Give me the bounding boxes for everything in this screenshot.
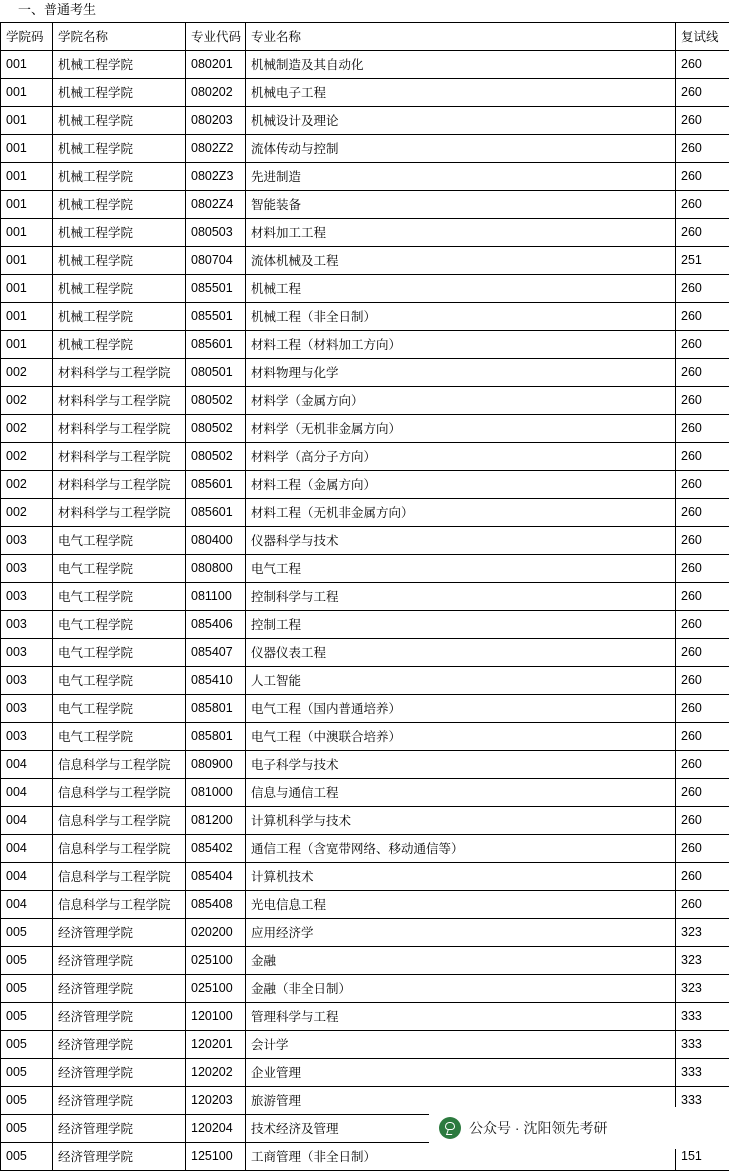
cell-college-code: 001 bbox=[1, 219, 53, 247]
cell-college-name: 经济管理学院 bbox=[53, 1087, 186, 1115]
cell-college-name: 材料科学与工程学院 bbox=[53, 387, 186, 415]
cell-score-line: 260 bbox=[676, 667, 729, 695]
cell-major-code: 081000 bbox=[186, 779, 246, 807]
cell-college-code: 001 bbox=[1, 51, 53, 79]
cell-major-name: 企业管理 bbox=[246, 1059, 676, 1087]
cell-major-code: 0802Z3 bbox=[186, 163, 246, 191]
section-title: 一、普通考生 bbox=[0, 0, 729, 22]
cell-college-code: 002 bbox=[1, 415, 53, 443]
table-row bbox=[1, 247, 729, 275]
cell-college-code: 005 bbox=[1, 947, 53, 975]
cell-major-code: 080202 bbox=[186, 79, 246, 107]
cell-major-code: 085501 bbox=[186, 275, 246, 303]
column-header-score-line: 复试线 bbox=[676, 23, 729, 51]
cell-major-code: 120100 bbox=[186, 1003, 246, 1031]
cell-college-name: 材料科学与工程学院 bbox=[53, 359, 186, 387]
cell-score-line: 260 bbox=[676, 723, 729, 751]
cell-college-name: 机械工程学院 bbox=[53, 135, 186, 163]
table-row bbox=[1, 331, 729, 359]
cell-major-code: 120202 bbox=[186, 1059, 246, 1087]
cell-score-line: 323 bbox=[676, 919, 729, 947]
table-row bbox=[1, 471, 729, 499]
cell-major-name: 电气工程（中澳联合培养） bbox=[246, 723, 676, 751]
cell-score-line: 260 bbox=[676, 135, 729, 163]
cell-college-name: 经济管理学院 bbox=[53, 975, 186, 1003]
cell-major-code: 085601 bbox=[186, 499, 246, 527]
table-row bbox=[1, 583, 729, 611]
table-row bbox=[1, 919, 729, 947]
table-row bbox=[1, 835, 729, 863]
cell-major-code: 085404 bbox=[186, 863, 246, 891]
column-header-major-code: 专业代码 bbox=[186, 23, 246, 51]
cell-major-code: 080503 bbox=[186, 219, 246, 247]
cell-college-name: 机械工程学院 bbox=[53, 51, 186, 79]
wechat-official-account-icon bbox=[439, 1117, 461, 1139]
cell-college-name: 材料科学与工程学院 bbox=[53, 499, 186, 527]
cell-score-line: 323 bbox=[676, 947, 729, 975]
cell-major-name: 旅游管理 bbox=[246, 1087, 676, 1115]
cell-score-line: 333 bbox=[676, 1087, 729, 1115]
cell-college-name: 信息科学与工程学院 bbox=[53, 751, 186, 779]
cell-score-line: 260 bbox=[676, 331, 729, 359]
cell-score-line: 260 bbox=[676, 891, 729, 919]
cell-score-line: 260 bbox=[676, 751, 729, 779]
cell-major-code: 085601 bbox=[186, 331, 246, 359]
table-row bbox=[1, 1059, 729, 1087]
cell-major-code: 020200 bbox=[186, 919, 246, 947]
table-row bbox=[1, 499, 729, 527]
cell-major-name: 机械设计及理论 bbox=[246, 107, 676, 135]
cell-college-code: 001 bbox=[1, 247, 53, 275]
cell-major-code: 085601 bbox=[186, 471, 246, 499]
cell-major-name: 控制工程 bbox=[246, 611, 676, 639]
cell-major-code: 080201 bbox=[186, 51, 246, 79]
cell-major-code: 080400 bbox=[186, 527, 246, 555]
table-row bbox=[1, 723, 729, 751]
cell-major-name: 材料工程（金属方向） bbox=[246, 471, 676, 499]
table-row bbox=[1, 807, 729, 835]
cell-score-line: 260 bbox=[676, 191, 729, 219]
cell-college-code: 001 bbox=[1, 275, 53, 303]
table-row bbox=[1, 219, 729, 247]
cell-college-name: 信息科学与工程学院 bbox=[53, 863, 186, 891]
cell-major-name: 机械工程（非全日制） bbox=[246, 303, 676, 331]
cell-college-code: 002 bbox=[1, 359, 53, 387]
cell-college-name: 材料科学与工程学院 bbox=[53, 471, 186, 499]
cell-major-name: 管理科学与工程 bbox=[246, 1003, 676, 1031]
cell-major-code: 085801 bbox=[186, 695, 246, 723]
cell-major-name: 金融 bbox=[246, 947, 676, 975]
cell-college-name: 机械工程学院 bbox=[53, 219, 186, 247]
cell-major-code: 081200 bbox=[186, 807, 246, 835]
cell-college-code: 001 bbox=[1, 107, 53, 135]
cell-college-code: 002 bbox=[1, 443, 53, 471]
watermark-text: 公众号 · 沈阳领先考研 bbox=[469, 1118, 607, 1138]
cell-major-name: 电气工程 bbox=[246, 555, 676, 583]
cell-major-name: 材料物理与化学 bbox=[246, 359, 676, 387]
table-row bbox=[1, 1003, 729, 1031]
cell-college-name: 机械工程学院 bbox=[53, 275, 186, 303]
cell-major-name: 金融（非全日制） bbox=[246, 975, 676, 1003]
cell-college-code: 001 bbox=[1, 191, 53, 219]
table-row bbox=[1, 303, 729, 331]
cell-college-name: 电气工程学院 bbox=[53, 639, 186, 667]
cell-college-name: 信息科学与工程学院 bbox=[53, 779, 186, 807]
cell-college-code: 005 bbox=[1, 1115, 53, 1143]
cell-major-code: 025100 bbox=[186, 947, 246, 975]
cell-score-line: 333 bbox=[676, 1031, 729, 1059]
table-row bbox=[1, 555, 729, 583]
cell-major-name: 机械电子工程 bbox=[246, 79, 676, 107]
cell-major-name: 仪器科学与技术 bbox=[246, 527, 676, 555]
cell-score-line: 260 bbox=[676, 359, 729, 387]
cell-score-line: 260 bbox=[676, 219, 729, 247]
cell-score-line: 260 bbox=[676, 807, 729, 835]
cell-score-line: 260 bbox=[676, 443, 729, 471]
table-row bbox=[1, 107, 729, 135]
cell-college-name: 电气工程学院 bbox=[53, 555, 186, 583]
cell-major-code: 120203 bbox=[186, 1087, 246, 1115]
cell-college-name: 电气工程学院 bbox=[53, 695, 186, 723]
cell-college-name: 经济管理学院 bbox=[53, 1031, 186, 1059]
cell-score-line: 260 bbox=[676, 275, 729, 303]
cell-score-line: 260 bbox=[676, 611, 729, 639]
cell-major-code: 080502 bbox=[186, 415, 246, 443]
cell-major-code: 081100 bbox=[186, 583, 246, 611]
table-header-row bbox=[1, 23, 729, 51]
cell-college-code: 003 bbox=[1, 695, 53, 723]
cell-major-name: 控制科学与工程 bbox=[246, 583, 676, 611]
cell-major-name: 会计学 bbox=[246, 1031, 676, 1059]
cell-major-name: 计算机科学与技术 bbox=[246, 807, 676, 835]
cell-major-name: 信息与通信工程 bbox=[246, 779, 676, 807]
table-row bbox=[1, 639, 729, 667]
cell-score-line: 260 bbox=[676, 527, 729, 555]
cell-major-name: 机械工程 bbox=[246, 275, 676, 303]
cell-major-code: 085501 bbox=[186, 303, 246, 331]
cell-score-line: 260 bbox=[676, 51, 729, 79]
cell-score-line: 260 bbox=[676, 695, 729, 723]
cell-score-line: 323 bbox=[676, 975, 729, 1003]
cell-college-code: 001 bbox=[1, 163, 53, 191]
cell-score-line: 260 bbox=[676, 471, 729, 499]
column-header-college-code: 学院码 bbox=[1, 23, 53, 51]
cell-major-code: 085407 bbox=[186, 639, 246, 667]
table-row bbox=[1, 415, 729, 443]
cell-college-code: 002 bbox=[1, 471, 53, 499]
cell-college-name: 机械工程学院 bbox=[53, 303, 186, 331]
cell-score-line: 260 bbox=[676, 583, 729, 611]
cell-college-code: 003 bbox=[1, 611, 53, 639]
cell-college-code: 003 bbox=[1, 583, 53, 611]
cell-college-name: 信息科学与工程学院 bbox=[53, 891, 186, 919]
table-row bbox=[1, 443, 729, 471]
cell-college-name: 电气工程学院 bbox=[53, 667, 186, 695]
cell-college-code: 001 bbox=[1, 135, 53, 163]
cell-score-line: 260 bbox=[676, 387, 729, 415]
table-row bbox=[1, 79, 729, 107]
cell-score-line: 251 bbox=[676, 247, 729, 275]
cell-major-name: 电子科学与技术 bbox=[246, 751, 676, 779]
cell-major-code: 080704 bbox=[186, 247, 246, 275]
watermark-badge bbox=[429, 1107, 729, 1149]
table-row bbox=[1, 667, 729, 695]
cell-major-code: 080501 bbox=[186, 359, 246, 387]
cell-score-line: 260 bbox=[676, 555, 729, 583]
table-row bbox=[1, 135, 729, 163]
cell-college-code: 004 bbox=[1, 835, 53, 863]
cell-major-name: 先进制造 bbox=[246, 163, 676, 191]
table-row bbox=[1, 1031, 729, 1059]
cell-score-line: 260 bbox=[676, 639, 729, 667]
cell-major-code: 080502 bbox=[186, 443, 246, 471]
cell-college-code: 002 bbox=[1, 499, 53, 527]
table-row bbox=[1, 51, 729, 79]
cell-major-code: 0802Z4 bbox=[186, 191, 246, 219]
cell-college-code: 005 bbox=[1, 1059, 53, 1087]
cell-major-code: 0802Z2 bbox=[186, 135, 246, 163]
cell-major-code: 085406 bbox=[186, 611, 246, 639]
column-header-major-name: 专业名称 bbox=[246, 23, 676, 51]
table-row bbox=[1, 695, 729, 723]
cell-college-code: 003 bbox=[1, 527, 53, 555]
table-row bbox=[1, 163, 729, 191]
cell-college-name: 材料科学与工程学院 bbox=[53, 415, 186, 443]
cell-college-code: 002 bbox=[1, 387, 53, 415]
table-row bbox=[1, 611, 729, 639]
table-row bbox=[1, 751, 729, 779]
cell-major-name: 材料工程（材料加工方向） bbox=[246, 331, 676, 359]
cell-major-name: 材料工程（无机非金属方向） bbox=[246, 499, 676, 527]
admission-score-table bbox=[0, 22, 729, 1171]
cell-score-line: 260 bbox=[676, 863, 729, 891]
cell-college-name: 机械工程学院 bbox=[53, 163, 186, 191]
table-row bbox=[1, 947, 729, 975]
cell-score-line: 333 bbox=[676, 1003, 729, 1031]
table-row bbox=[1, 191, 729, 219]
cell-college-code: 001 bbox=[1, 79, 53, 107]
cell-major-name: 材料加工工程 bbox=[246, 219, 676, 247]
cell-college-code: 004 bbox=[1, 779, 53, 807]
cell-major-name: 计算机技术 bbox=[246, 863, 676, 891]
cell-college-name: 机械工程学院 bbox=[53, 191, 186, 219]
cell-college-code: 003 bbox=[1, 639, 53, 667]
cell-college-code: 005 bbox=[1, 919, 53, 947]
cell-major-code: 025100 bbox=[186, 975, 246, 1003]
table-row bbox=[1, 975, 729, 1003]
cell-major-name: 仪器仪表工程 bbox=[246, 639, 676, 667]
cell-major-code: 120204 bbox=[186, 1115, 246, 1143]
cell-college-name: 材料科学与工程学院 bbox=[53, 443, 186, 471]
column-header-college-name: 学院名称 bbox=[53, 23, 186, 51]
cell-major-name: 技术经济及管理 bbox=[246, 1115, 676, 1143]
cell-college-code: 003 bbox=[1, 667, 53, 695]
cell-college-name: 经济管理学院 bbox=[53, 1115, 186, 1143]
table-row bbox=[1, 359, 729, 387]
table-header bbox=[1, 23, 729, 51]
cell-major-name: 通信工程（含宽带网络、移动通信等） bbox=[246, 835, 676, 863]
cell-college-name: 机械工程学院 bbox=[53, 79, 186, 107]
cell-college-name: 信息科学与工程学院 bbox=[53, 807, 186, 835]
cell-major-code: 080800 bbox=[186, 555, 246, 583]
cell-college-code: 004 bbox=[1, 807, 53, 835]
table-row bbox=[1, 891, 729, 919]
cell-college-name: 电气工程学院 bbox=[53, 527, 186, 555]
cell-college-code: 005 bbox=[1, 975, 53, 1003]
cell-college-name: 信息科学与工程学院 bbox=[53, 835, 186, 863]
cell-score-line: 260 bbox=[676, 499, 729, 527]
cell-score-line: 260 bbox=[676, 415, 729, 443]
cell-college-name: 经济管理学院 bbox=[53, 1143, 186, 1171]
cell-score-line: 260 bbox=[676, 79, 729, 107]
cell-college-code: 004 bbox=[1, 891, 53, 919]
cell-college-name: 机械工程学院 bbox=[53, 247, 186, 275]
cell-college-code: 004 bbox=[1, 751, 53, 779]
cell-college-name: 经济管理学院 bbox=[53, 947, 186, 975]
cell-college-code: 005 bbox=[1, 1003, 53, 1031]
cell-score-line: 260 bbox=[676, 107, 729, 135]
cell-college-name: 电气工程学院 bbox=[53, 583, 186, 611]
cell-college-code: 005 bbox=[1, 1031, 53, 1059]
cell-major-name: 应用经济学 bbox=[246, 919, 676, 947]
table-row bbox=[1, 387, 729, 415]
cell-major-name: 流体机械及工程 bbox=[246, 247, 676, 275]
cell-major-name: 材料学（高分子方向） bbox=[246, 443, 676, 471]
cell-college-name: 电气工程学院 bbox=[53, 723, 186, 751]
cell-college-code: 005 bbox=[1, 1087, 53, 1115]
cell-college-code: 003 bbox=[1, 555, 53, 583]
cell-score-line: 260 bbox=[676, 779, 729, 807]
cell-major-name: 材料学（金属方向） bbox=[246, 387, 676, 415]
cell-major-name: 智能装备 bbox=[246, 191, 676, 219]
cell-major-code: 085402 bbox=[186, 835, 246, 863]
cell-major-name: 材料学（无机非金属方向） bbox=[246, 415, 676, 443]
cell-college-code: 004 bbox=[1, 863, 53, 891]
cell-major-code: 080900 bbox=[186, 751, 246, 779]
cell-college-code: 005 bbox=[1, 1143, 53, 1171]
cell-major-name: 流体传动与控制 bbox=[246, 135, 676, 163]
cell-college-name: 经济管理学院 bbox=[53, 919, 186, 947]
cell-score-line: 333 bbox=[676, 1059, 729, 1087]
cell-major-code: 080502 bbox=[186, 387, 246, 415]
cell-college-name: 经济管理学院 bbox=[53, 1003, 186, 1031]
table-body bbox=[1, 51, 729, 1171]
cell-college-code: 001 bbox=[1, 331, 53, 359]
table-row bbox=[1, 275, 729, 303]
cell-major-code: 085801 bbox=[186, 723, 246, 751]
cell-college-name: 经济管理学院 bbox=[53, 1059, 186, 1087]
cell-major-name: 工商管理（非全日制） bbox=[246, 1143, 676, 1171]
cell-score-line: 260 bbox=[676, 163, 729, 191]
cell-major-code: 080203 bbox=[186, 107, 246, 135]
cell-college-name: 电气工程学院 bbox=[53, 611, 186, 639]
cell-major-name: 电气工程（国内普通培养） bbox=[246, 695, 676, 723]
cell-college-name: 机械工程学院 bbox=[53, 331, 186, 359]
cell-major-code: 120201 bbox=[186, 1031, 246, 1059]
cell-major-code: 125100 bbox=[186, 1143, 246, 1171]
cell-score-line: 151 bbox=[676, 1143, 729, 1171]
cell-major-name: 光电信息工程 bbox=[246, 891, 676, 919]
cell-college-name: 机械工程学院 bbox=[53, 107, 186, 135]
cell-major-code: 085410 bbox=[186, 667, 246, 695]
cell-major-code: 085408 bbox=[186, 891, 246, 919]
cell-college-code: 003 bbox=[1, 723, 53, 751]
table-row bbox=[1, 779, 729, 807]
cell-major-name: 人工智能 bbox=[246, 667, 676, 695]
cell-score-line: 260 bbox=[676, 303, 729, 331]
table-row bbox=[1, 863, 729, 891]
cell-score-line: 260 bbox=[676, 835, 729, 863]
table-row bbox=[1, 527, 729, 555]
cell-college-code: 001 bbox=[1, 303, 53, 331]
cell-major-name: 机械制造及其自动化 bbox=[246, 51, 676, 79]
